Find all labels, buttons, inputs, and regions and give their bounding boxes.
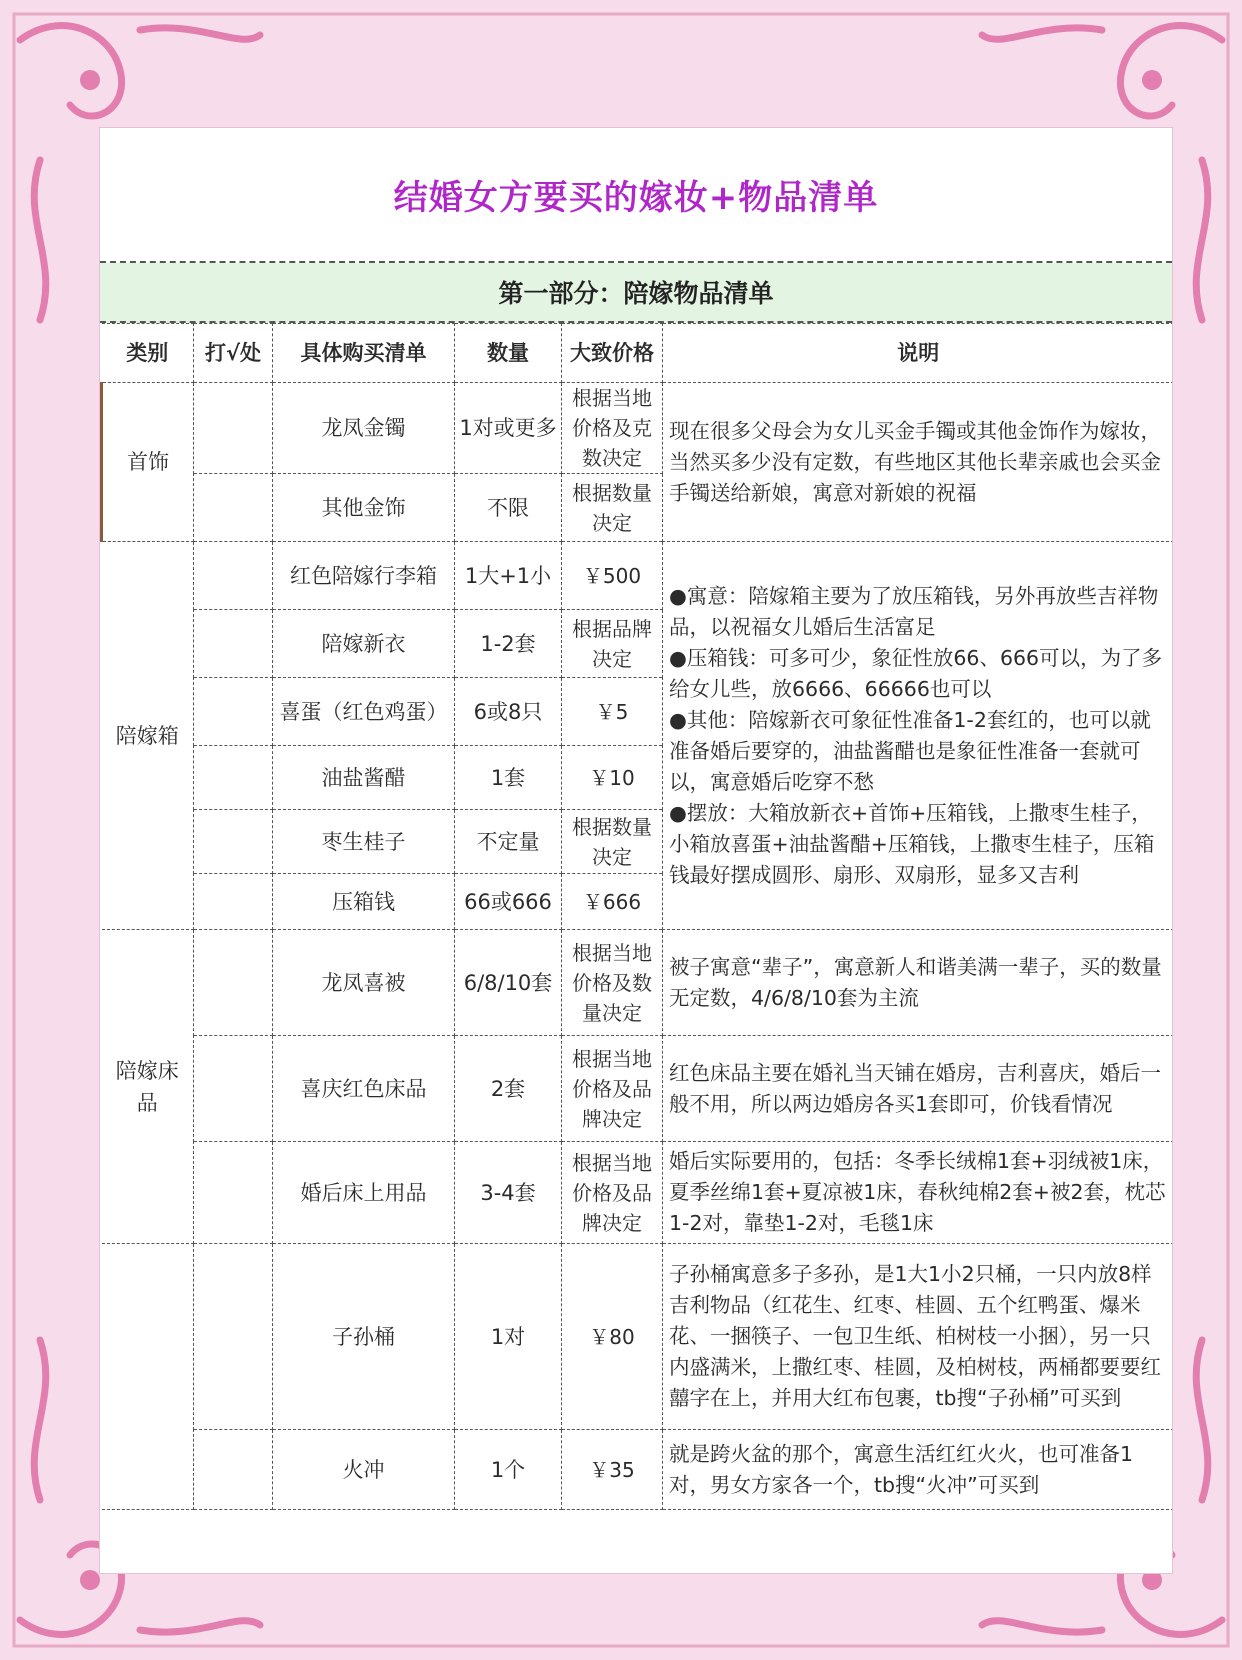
check-cell[interactable] [194,542,273,610]
item-name: 喜蛋（红色鸡蛋） [273,678,455,746]
check-cell[interactable] [194,1142,273,1244]
item-price: ￥500 [562,542,663,610]
item-price: 根据当地价格及品牌决定 [562,1036,663,1142]
item-qty: 1个 [455,1430,562,1510]
item-qty: 66或666 [455,874,562,930]
item-price: 根据当地价格及数量决定 [562,930,663,1036]
item-price: 根据当地价格及克数决定 [562,383,663,474]
table-header-row [102,324,1173,383]
item-price: ￥5 [562,678,663,746]
checklist-sheet [100,128,1172,1573]
check-cell[interactable] [194,746,273,810]
item-name: 红色陪嫁行李箱 [273,542,455,610]
item-price: 根据数量决定 [562,474,663,542]
check-cell[interactable] [194,678,273,746]
table-row [102,930,1173,1036]
category-cell: 陪嫁箱 [102,542,194,930]
item-qty: 1套 [455,746,562,810]
check-cell[interactable] [194,383,273,474]
table-row [102,1244,1173,1430]
item-qty: 2套 [455,1036,562,1142]
check-cell[interactable] [194,1430,273,1510]
category-cell: 首饰 [102,383,194,542]
table-row [102,1430,1173,1510]
item-qty: 不定量 [455,810,562,874]
item-price: 根据当地价格及品牌决定 [562,1142,663,1244]
col-check: 打√处 [194,324,273,383]
description-cell: 婚后实际要用的，包括：冬季长绒棉1套+羽绒被1床，夏季丝绵1套+夏凉被1床，春秋纯棉2套+被2套，枕芯1-2对，靠垫1-2对，毛毯1床 [663,1142,1173,1244]
col-category: 类别 [102,324,194,383]
description-cell: 红色床品主要在婚礼当天铺在婚房，吉利喜庆，婚后一般不用，所以两边婚房各买1套即可，价钱看情况 [663,1036,1173,1142]
item-name: 龙凤喜被 [273,930,455,1036]
col-item: 具体购买清单 [273,324,455,383]
description-cell: 被子寓意“辈子”，寓意新人和谐美满一辈子，买的数量无定数，4/6/8/10套为主流 [663,930,1173,1036]
item-name: 枣生桂子 [273,810,455,874]
check-cell[interactable] [194,874,273,930]
item-price: ￥80 [562,1244,663,1430]
item-qty: 1-2套 [455,610,562,678]
item-price: ￥35 [562,1430,663,1510]
item-name: 子孙桶 [273,1244,455,1430]
table-row [102,1142,1173,1244]
item-price: ￥666 [562,874,663,930]
check-cell[interactable] [194,930,273,1036]
col-price: 大致价格 [562,324,663,383]
table-row [102,542,1173,610]
col-desc: 说明 [663,324,1173,383]
description-cell: 现在很多父母会为女儿买金手镯或其他金饰作为嫁妆，当然买多少没有定数，有些地区其他长辈亲戚也会买金手镯送给新娘，寓意对新娘的祝福 [663,383,1173,542]
item-qty: 1对或更多 [455,383,562,474]
category-cell [102,1244,194,1510]
item-qty: 不限 [455,474,562,542]
table-row [102,1036,1173,1142]
item-name: 压箱钱 [273,874,455,930]
check-cell[interactable] [194,474,273,542]
item-qty: 1大+1小 [455,542,562,610]
title-area [100,128,1172,263]
item-name: 其他金饰 [273,474,455,542]
description-cell: 子孙桶寓意多子多孙，是1大1小2只桶，一只内放8样吉利物品（红花生、红枣、桂圆、五个红鸭蛋、爆米花、一捆筷子、一包卫生纸、柏树枝一小捆），另一只内盛满米，上撒红枣、桂圆，及柏树枝，两桶都要要红囍字在上，并用大红布包裹，tb搜“子孙桶”可买到 [663,1244,1173,1430]
item-qty: 6或8只 [455,678,562,746]
item-name: 婚后床上用品 [273,1142,455,1244]
item-qty: 3-4套 [455,1142,562,1244]
check-cell[interactable] [194,610,273,678]
section-header: 第一部分：陪嫁物品清单 [100,263,1172,323]
check-cell[interactable] [194,1036,273,1142]
col-qty: 数量 [455,324,562,383]
item-qty: 6/8/10套 [455,930,562,1036]
item-name: 油盐酱醋 [273,746,455,810]
description-cell: 就是跨火盆的那个，寓意生活红红火火，也可准备1对，男女方家各一个，tb搜“火冲”可买到 [663,1430,1173,1510]
item-price: 根据数量决定 [562,810,663,874]
description-cell: ●寓意：陪嫁箱主要为了放压箱钱，另外再放些吉祥物品，以祝福女儿婚后生活富足 ●压箱钱：可多可少，象征性放66、666可以，为了多给女儿些，放6666、66666也可以 ●其他：陪嫁新衣可象征性准备1-2套红的，也可以就准备婚后要穿的，油盐酱醋也是象征性准备一套就可以，寓意婚后吃穿不愁 ●摆放：大箱放新衣+首饰+压箱钱，上撒枣生桂子，小箱放喜蛋+油盐酱醋+压箱钱，上撒枣生桂子，压箱钱最好摆成圆形、扇形、双扇形，显多又吉利 [663,542,1173,930]
page-title: 结婚女方要买的嫁妆+物品清单 [393,178,879,218]
item-name: 喜庆红色床品 [273,1036,455,1142]
item-name: 龙凤金镯 [273,383,455,474]
check-cell[interactable] [194,1244,273,1430]
item-price: 根据品牌决定 [562,610,663,678]
item-qty: 1对 [455,1244,562,1430]
items-table [100,323,1172,1510]
item-name: 火冲 [273,1430,455,1510]
table-row [102,383,1173,474]
category-cell: 陪嫁床品 [102,930,194,1244]
check-cell[interactable] [194,810,273,874]
item-name: 陪嫁新衣 [273,610,455,678]
item-price: ￥10 [562,746,663,810]
